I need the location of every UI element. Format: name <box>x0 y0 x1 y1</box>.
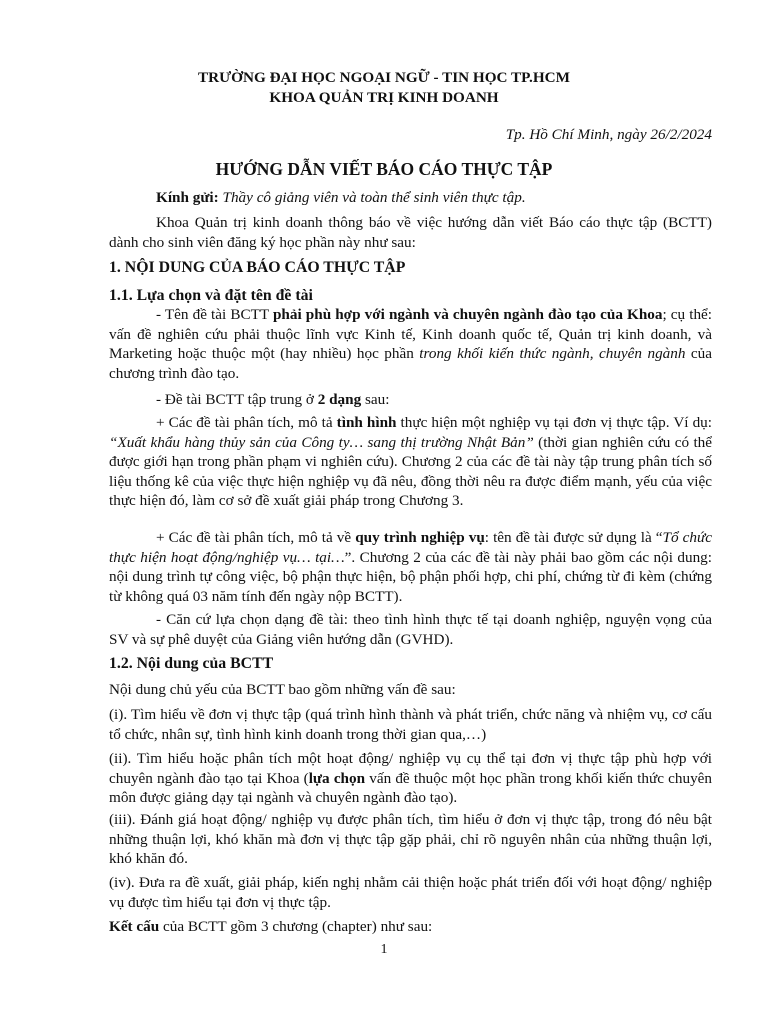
faculty-name: KHOA QUẢN TRỊ KINH DOANH <box>269 89 499 106</box>
text-span: vấn đề thuộc một học phần trong khối kiến thức chuyên môn được giảng dạy tại ngành và chuyên ngành đào tạo). <box>109 769 713 807</box>
university-name: TRƯỜNG ĐẠI HỌC NGOẠI NGỮ - TIN HỌC TP.HCM <box>198 69 570 86</box>
greeting <box>109 188 712 208</box>
text-span: ; cụ thể: vấn đề nghiên cứu phải thuộc lĩnh vực Kinh tế, Kinh doanh quốc tế, Quản trị kinh doanh, và Marketing hoặc thuộc một (hay nhiều) học phần <box>109 306 713 363</box>
emphasis-text: tình hình <box>336 414 397 431</box>
text-span: + Các đề tài phân tích, mô tả <box>156 414 337 431</box>
italic-text: Tổ chức thực hiện hoạt động/nghiệp vụ… tại… <box>109 529 712 566</box>
emphasis-text: phải phù hợp với ngành và chuyên ngành đào tạo của Khoa <box>272 306 663 323</box>
emphasis-text: quy trình nghiệp vụ <box>355 529 485 546</box>
italic-text: trong khối kiến thức ngành, chuyên ngành <box>419 345 686 363</box>
text-span: - Tên đề tài BCTT <box>156 306 273 323</box>
content-item-3: (iii). Đánh giá hoạt động/ nghiệp vụ được phân tích, tìm hiểu ở đơn vị thực tập, trong đó nêu bật những thuận lợi, khó khăn mà đơn vị thực tập gặp phải, chỉ rõ nguyên nhân của những thuận lợi, khó khăn đó. <box>109 811 712 868</box>
text-span: (ii). Tìm hiểu hoặc phân tích một hoạt động/ nghiệp vụ cụ thể tại đơn vị thực tập phù hợp với chuyên ngành đào tạo tại Khoa ( <box>109 750 712 787</box>
section-1-heading: 1. NỘI DUNG CỦA BÁO CÁO THỰC TẬP <box>109 259 406 276</box>
text-span: của chương trình đào tạo. <box>109 345 712 382</box>
section-1-1-heading: 1.1. Lựa chọn và đặt tên đề tài <box>109 287 313 304</box>
content-item-2 <box>109 749 712 808</box>
text-span: - Đề tài BCTT tập trung ở <box>156 391 318 408</box>
paragraph-basis: - Căn cứ lựa chọn dạng đề tài: theo tình hình thực tế tại doanh nghiệp, nguyện vọng của SV và sự phê duyệt của Giảng viên hướng dẫn (GVHD). <box>109 611 712 648</box>
document-date: Tp. Hồ Chí Minh, ngày 26/2/2024 <box>505 126 712 143</box>
text-span: sau: <box>361 391 390 408</box>
structure-line <box>109 917 712 937</box>
section-1-2-heading: 1.2. Nội dung của BCTT <box>109 655 274 672</box>
paragraph-two-types <box>109 390 712 410</box>
text-span: : tên đề tài được sử dụng là “ <box>484 529 663 546</box>
page-number: 1 <box>380 942 388 957</box>
italic-text: “Xuất khẩu hàng thủy sản của Công ty… sang thị trường Nhật Bản” <box>109 433 534 451</box>
document-title: HƯỚNG DẪN VIẾT BÁO CÁO THỰC TẬP <box>215 159 553 179</box>
emphasis-text: Kết cấu <box>109 918 160 935</box>
text-span: của BCTT gồm 3 chương (chapter) như sau: <box>159 918 433 935</box>
paragraph-topic-requirement <box>109 305 712 383</box>
text-span: (thời gian nghiên cứu có thể được giới hạn trong phần phạm vi nghiên cứu). Chương 2 của các đề tài này tập trung phân tích số liệu thống kê của việc thực hiện nghiệp vụ đã nêu, đồng thời nêu ra được điểm mạnh, yếu của việc thực hiện đó, làm cơ sở đề xuất giải pháp trong Chương 3. <box>109 433 712 510</box>
text-span: thực hiện một nghiệp vụ tại đơn vị thực tập. Ví dụ: <box>396 414 712 431</box>
text-span: + Các đề tài phân tích, mô tả về <box>156 529 356 546</box>
paragraph-type-1 <box>109 413 712 511</box>
greeting-label: Kính gửi: <box>156 189 219 206</box>
text-span: ”. Chương 2 của các đề tài này phải bao gồm các nội dung: nội dung trình tự công việc, bộ phận thực hiện, bộ phận phối hợp, chi phí, chứng từ đi kèm (chứng từ không quá 03 năm tính đến ngày nộp BCTT). <box>109 548 712 605</box>
paragraph-type-2 <box>109 528 712 606</box>
content-lead: Nội dung chủ yếu của BCTT bao gồm những vấn đề sau: <box>109 681 456 698</box>
intro-paragraph: Khoa Quản trị kinh doanh thông báo về việc hướng dẫn viết Báo cáo thực tập (BCTT) dành cho sinh viên đăng ký học phần này như sau: <box>109 214 712 251</box>
content-item-4: (iv). Đưa ra đề xuất, giải pháp, kiến nghị nhằm cải thiện hoặc phát triển đối với hoạt động/ nghiệp vụ được tìm hiểu tại đơn vị thực tập. <box>109 874 712 911</box>
greeting-text: Thầy cô giảng viên và toàn thể sinh viên thực tập. <box>218 189 526 206</box>
emphasis-text: 2 dạng <box>317 391 362 408</box>
emphasis-text: lựa chọn <box>308 769 366 787</box>
content-item-1: (i). Tìm hiểu về đơn vị thực tập (quá trình hình thành và phát triển, chức năng và nhiệm vụ, cơ cấu tổ chức, nhân sự, tình hình kinh doanh trong thời gian qua,…) <box>109 706 712 743</box>
